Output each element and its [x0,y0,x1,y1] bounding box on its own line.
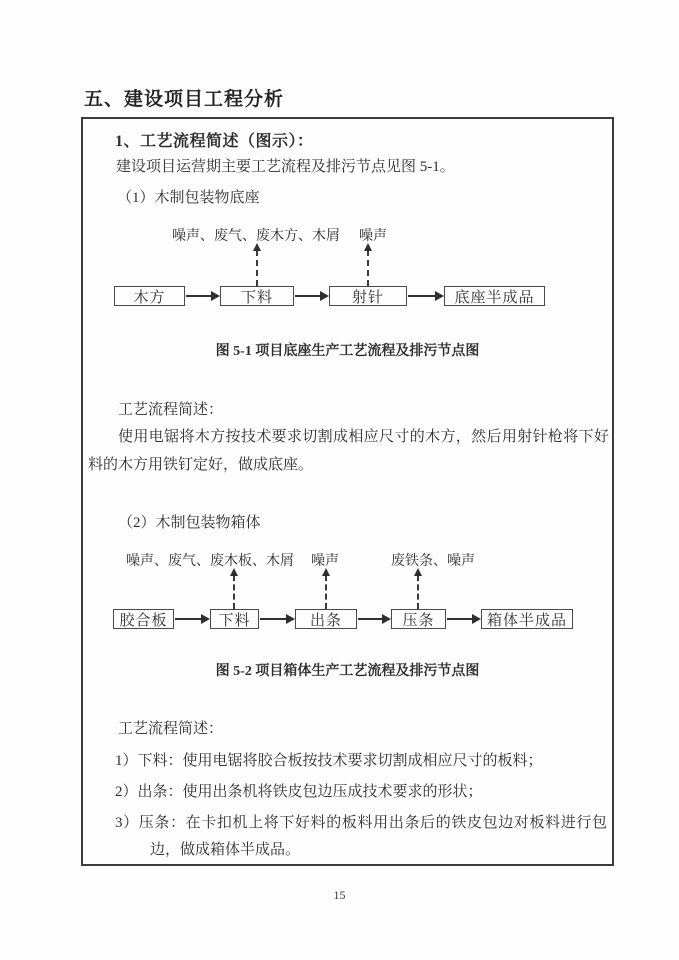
flow-arrow [447,618,472,620]
figure-caption-5-2: 图 5-2 项目箱体生产工艺流程及排污节点图 [215,664,480,679]
desc-heading: 工艺流程简述： [118,402,224,418]
flow-node: 压条 [391,609,446,629]
flow-node: 下料 [210,609,259,629]
subsection-2-label: （2）木制包装物箱体 [118,515,261,531]
figure-caption-5-1: 图 5-1 项目底座生产工艺流程及排污节点图 [215,344,480,359]
dashed-up-arrow [367,250,369,286]
section-heading: 1、工艺流程简述（图示）： [115,133,314,150]
flow-node: 胶合板 [113,609,174,629]
flow-node: 下料 [220,286,294,306]
page-title: 五、建设项目工程分析 [84,89,285,110]
process-step: 2）出条：使用出条机将铁皮包边压成技术要求的形状； [115,784,483,800]
flow-node: 射针 [329,286,407,306]
flowchart-base [83,219,612,319]
dashed-up-arrow [325,575,327,609]
flow-node: 木方 [114,286,185,306]
flow-node: 出条 [295,609,357,629]
process-steps-list [115,748,607,868]
emission-label: 噪声 [311,554,339,569]
emission-label: 噪声、废气、废木板、木屑 [126,554,294,569]
desc-heading: 工艺流程简述： [118,721,224,737]
emission-label: 噪声 [359,229,387,244]
process-step: 3）压条：在卡扣机上将下好料的板料用出条后的铁皮包边对板料进行包边，做成箱体半成品。 [115,815,607,858]
emission-label: 废铁条、噪声 [391,554,475,569]
dashed-up-arrow [233,575,235,609]
flow-arrow [186,295,211,297]
flow-arrow [295,295,320,297]
flow-arrow [260,618,286,620]
page-number: 15 [333,888,346,902]
flow-arrow [175,618,201,620]
desc-paragraph: 使用电锯将木方按技术要求切割成相应尺寸的木方，然后用射针枪将下好料的木方用铁钉定好，做成底座。 [88,429,609,473]
process-step: 1）下料：使用电锯将胶合板按技术要求切割成相应尺寸的板料； [115,753,543,769]
flow-arrow [358,618,382,620]
dashed-up-arrow [417,575,419,609]
flow-node: 箱体半成品 [481,609,573,629]
subsection-1-label: （1）木制包装物底座 [117,190,260,206]
dashed-up-arrow [256,250,258,286]
content-cell [81,117,614,866]
emission-label: 噪声、废气、废木方、木屑 [172,229,340,244]
flow-node: 底座半成品 [444,286,545,306]
flowchart-box [83,544,612,644]
intro-text: 建设项目运营期主要工艺流程及排污节点见图 5-1。 [116,159,455,175]
flow-arrow [408,295,435,297]
